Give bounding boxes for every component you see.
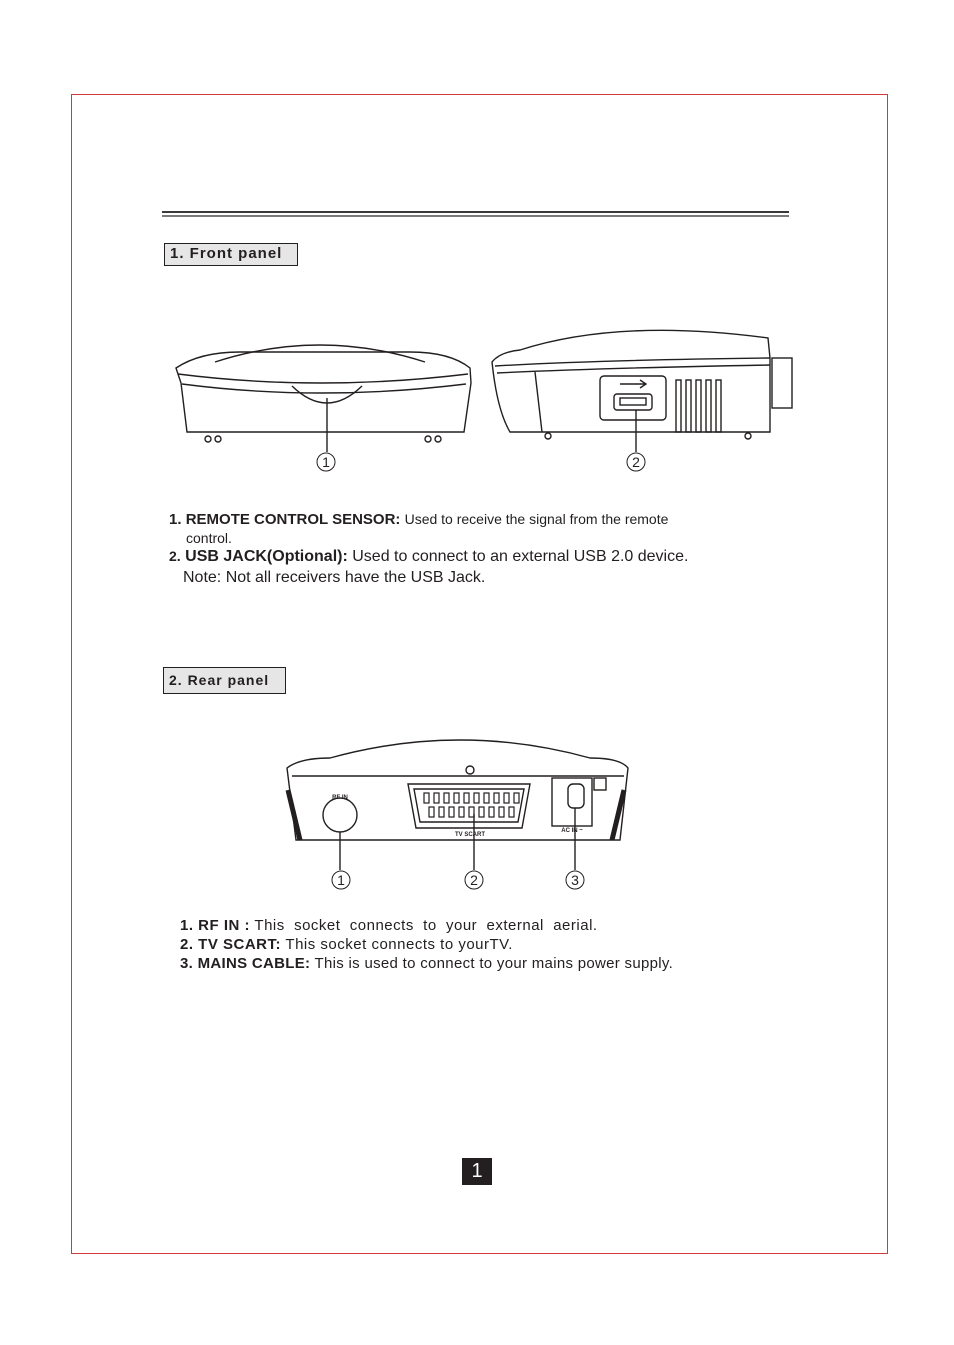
rear-item-1-text: This socket connects to your external aerial. <box>254 917 598 934</box>
ac-in-label: AC IN ~ <box>561 828 583 834</box>
front-item-1 <box>169 511 668 528</box>
page-number: 1 <box>462 1158 492 1185</box>
front-panel-heading: 1. Front panel <box>164 243 298 266</box>
rear-item-2-label: 2. TV SCART: <box>180 936 282 953</box>
front-view-illustration <box>176 345 471 452</box>
rear-callout-2: 2 <box>470 872 478 888</box>
tv-scart-label: TV SCART <box>455 832 485 838</box>
front-item-1-num: 1. <box>169 511 182 528</box>
front-callout-1: 1 <box>322 454 330 470</box>
rear-item-1-label: 1. RF IN : <box>180 917 251 934</box>
front-item-2-note: Note: Not all receivers have the USB Jack. <box>183 569 486 586</box>
rear-callout-3: 3 <box>571 872 579 888</box>
rear-item-1 <box>180 917 598 934</box>
rear-panel-heading: 2. Rear panel <box>163 667 286 694</box>
front-item-1-cont: control. <box>186 530 232 546</box>
front-item-1-text: Used to receive the signal from the remote <box>404 511 669 527</box>
rear-item-3 <box>180 955 673 972</box>
rf-in-label: RF IN <box>332 795 348 801</box>
side-view-illustration <box>492 330 792 452</box>
front-item-2-label: USB JACK(Optional): <box>185 548 348 565</box>
front-callout-2: 2 <box>632 454 640 470</box>
rear-item-2 <box>180 936 513 953</box>
front-item-2-text: Used to connect to an external USB 2.0 device. <box>352 548 689 565</box>
rear-callout-1: 1 <box>337 872 345 888</box>
rear-item-3-label: 3. MAINS CABLE: <box>180 955 311 972</box>
front-item-2 <box>169 548 688 566</box>
rear-item-2-text: This socket connects to yourTV. <box>285 936 513 953</box>
rear-view-illustration <box>287 740 628 870</box>
rear-item-3-text: This is used to connect to your mains power supply. <box>314 955 674 972</box>
front-item-1-label: REMOTE CONTROL SENSOR: <box>185 511 401 528</box>
front-item-2-num: 2. <box>169 548 181 564</box>
